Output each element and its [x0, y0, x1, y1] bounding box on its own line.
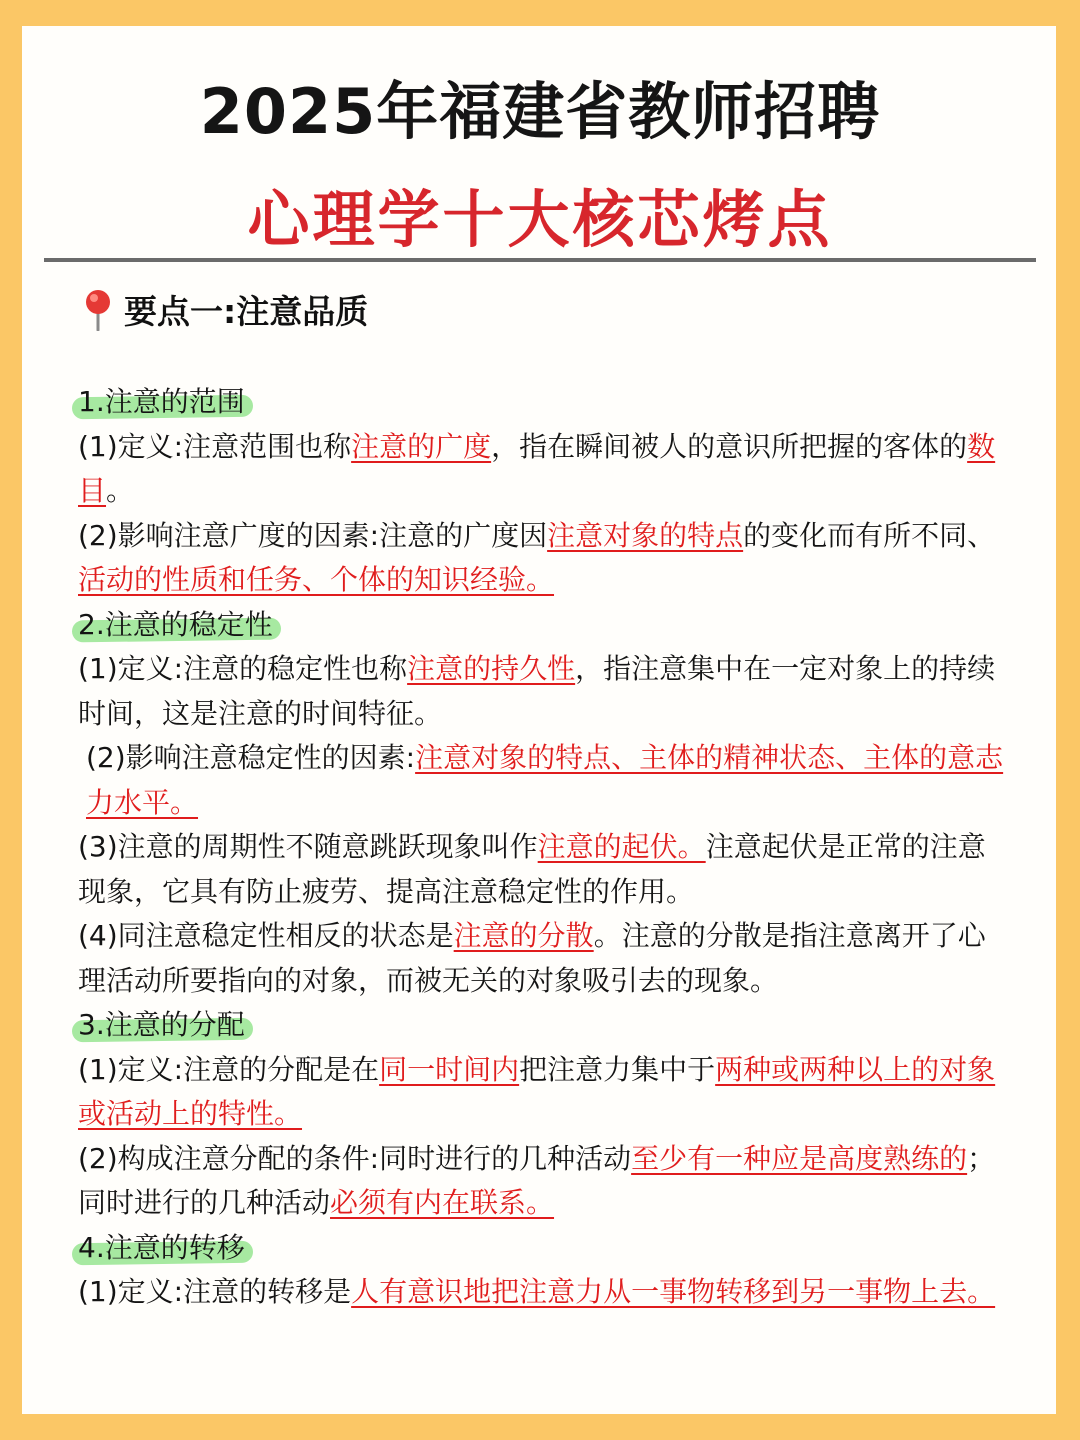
- text: (1)定义:注意的稳定性也称: [78, 652, 408, 685]
- note-paragraph: [78, 1137, 1008, 1226]
- text: 的变化而有所不同、: [743, 518, 996, 552]
- highlight-text: 人有意识地把注意力从一事物转移到另一事物上去。: [351, 1275, 996, 1308]
- text: 。注意的分散是指注意离开了心理活动所要指向的对象，而被无关的对象吸引去的现象。: [78, 919, 986, 997]
- section-heading: 4.注意的转移: [78, 1226, 245, 1271]
- highlight-text: 注意对象的特点: [547, 518, 744, 552]
- text: (1)定义:注意的转移是: [78, 1275, 352, 1308]
- highlight-text: 数目: [78, 429, 996, 507]
- highlight-text: 注意的持久性: [407, 652, 576, 685]
- divider: [44, 258, 1036, 262]
- point-label: 要点一:注意品质: [124, 292, 369, 331]
- section-heading: 2.注意的稳定性: [78, 603, 273, 648]
- notes-content: [78, 380, 1008, 1315]
- text: (1)定义:注意范围也称: [78, 429, 352, 463]
- text: ，指注意集中在一定对象上的持续时间，这是注意的时间特征。: [78, 652, 996, 730]
- note-paragraph: [78, 1270, 1008, 1315]
- point-heading: [82, 286, 368, 333]
- text: 把注意力集中于: [519, 1052, 716, 1086]
- note-paragraph: [78, 1048, 1008, 1137]
- highlight-text: 同一时间内: [379, 1052, 520, 1086]
- text: (2)影响注意广度的因素:注意的广度因: [78, 518, 548, 552]
- text: (2)影响注意稳定性的因素:: [86, 741, 416, 774]
- note-paragraph: [78, 647, 1008, 736]
- highlight-text: 两种或两种以上的对象或活动上的特性。: [78, 1052, 996, 1130]
- note-paragraph: [78, 825, 1008, 914]
- text: 。: [106, 474, 135, 507]
- note-paragraph: [78, 425, 1008, 514]
- highlight-text: 注意的广度: [351, 429, 492, 463]
- section-heading: 1.注意的范围: [78, 380, 245, 425]
- highlight-text: 注意的起伏。: [537, 830, 706, 863]
- page-title: 2025年福建省教师招聘: [199, 75, 881, 148]
- text: ；同时进行的几种活动: [78, 1141, 996, 1219]
- note-paragraph: [78, 914, 1008, 1003]
- highlight-text: 注意的分散: [453, 919, 594, 952]
- note-paragraph: [78, 514, 1008, 603]
- highlight-text: 注意对象的特点、主体的精神状态、主体的意志力水平。: [86, 741, 1004, 819]
- text: (4)同注意稳定性相反的状态是: [78, 919, 454, 952]
- highlight-text: 必须有内在联系。: [330, 1186, 555, 1219]
- text: ，指在瞬间被人的意识所把握的客体的: [491, 429, 968, 463]
- section-heading: 3.注意的分配: [78, 1003, 245, 1048]
- page-subtitle: 心理学十大核芯烤点: [247, 183, 833, 256]
- highlight-text: 至少有一种应是高度熟练的: [631, 1141, 968, 1175]
- highlight-text: 活动的性质和任务、个体的知识经验。: [78, 563, 555, 596]
- pushpin-icon: [82, 289, 114, 331]
- text: 注意起伏是正常的注意现象，它具有防止疲劳、提高注意稳定性的作用。: [78, 830, 986, 908]
- text: (3)注意的周期性不随意跳跃现象叫作: [78, 830, 538, 863]
- text: (2)构成注意分配的条件:同时进行的几种活动: [78, 1141, 632, 1175]
- note-paragraph: [78, 736, 1008, 825]
- text: (1)定义:注意的分配是在: [78, 1052, 380, 1086]
